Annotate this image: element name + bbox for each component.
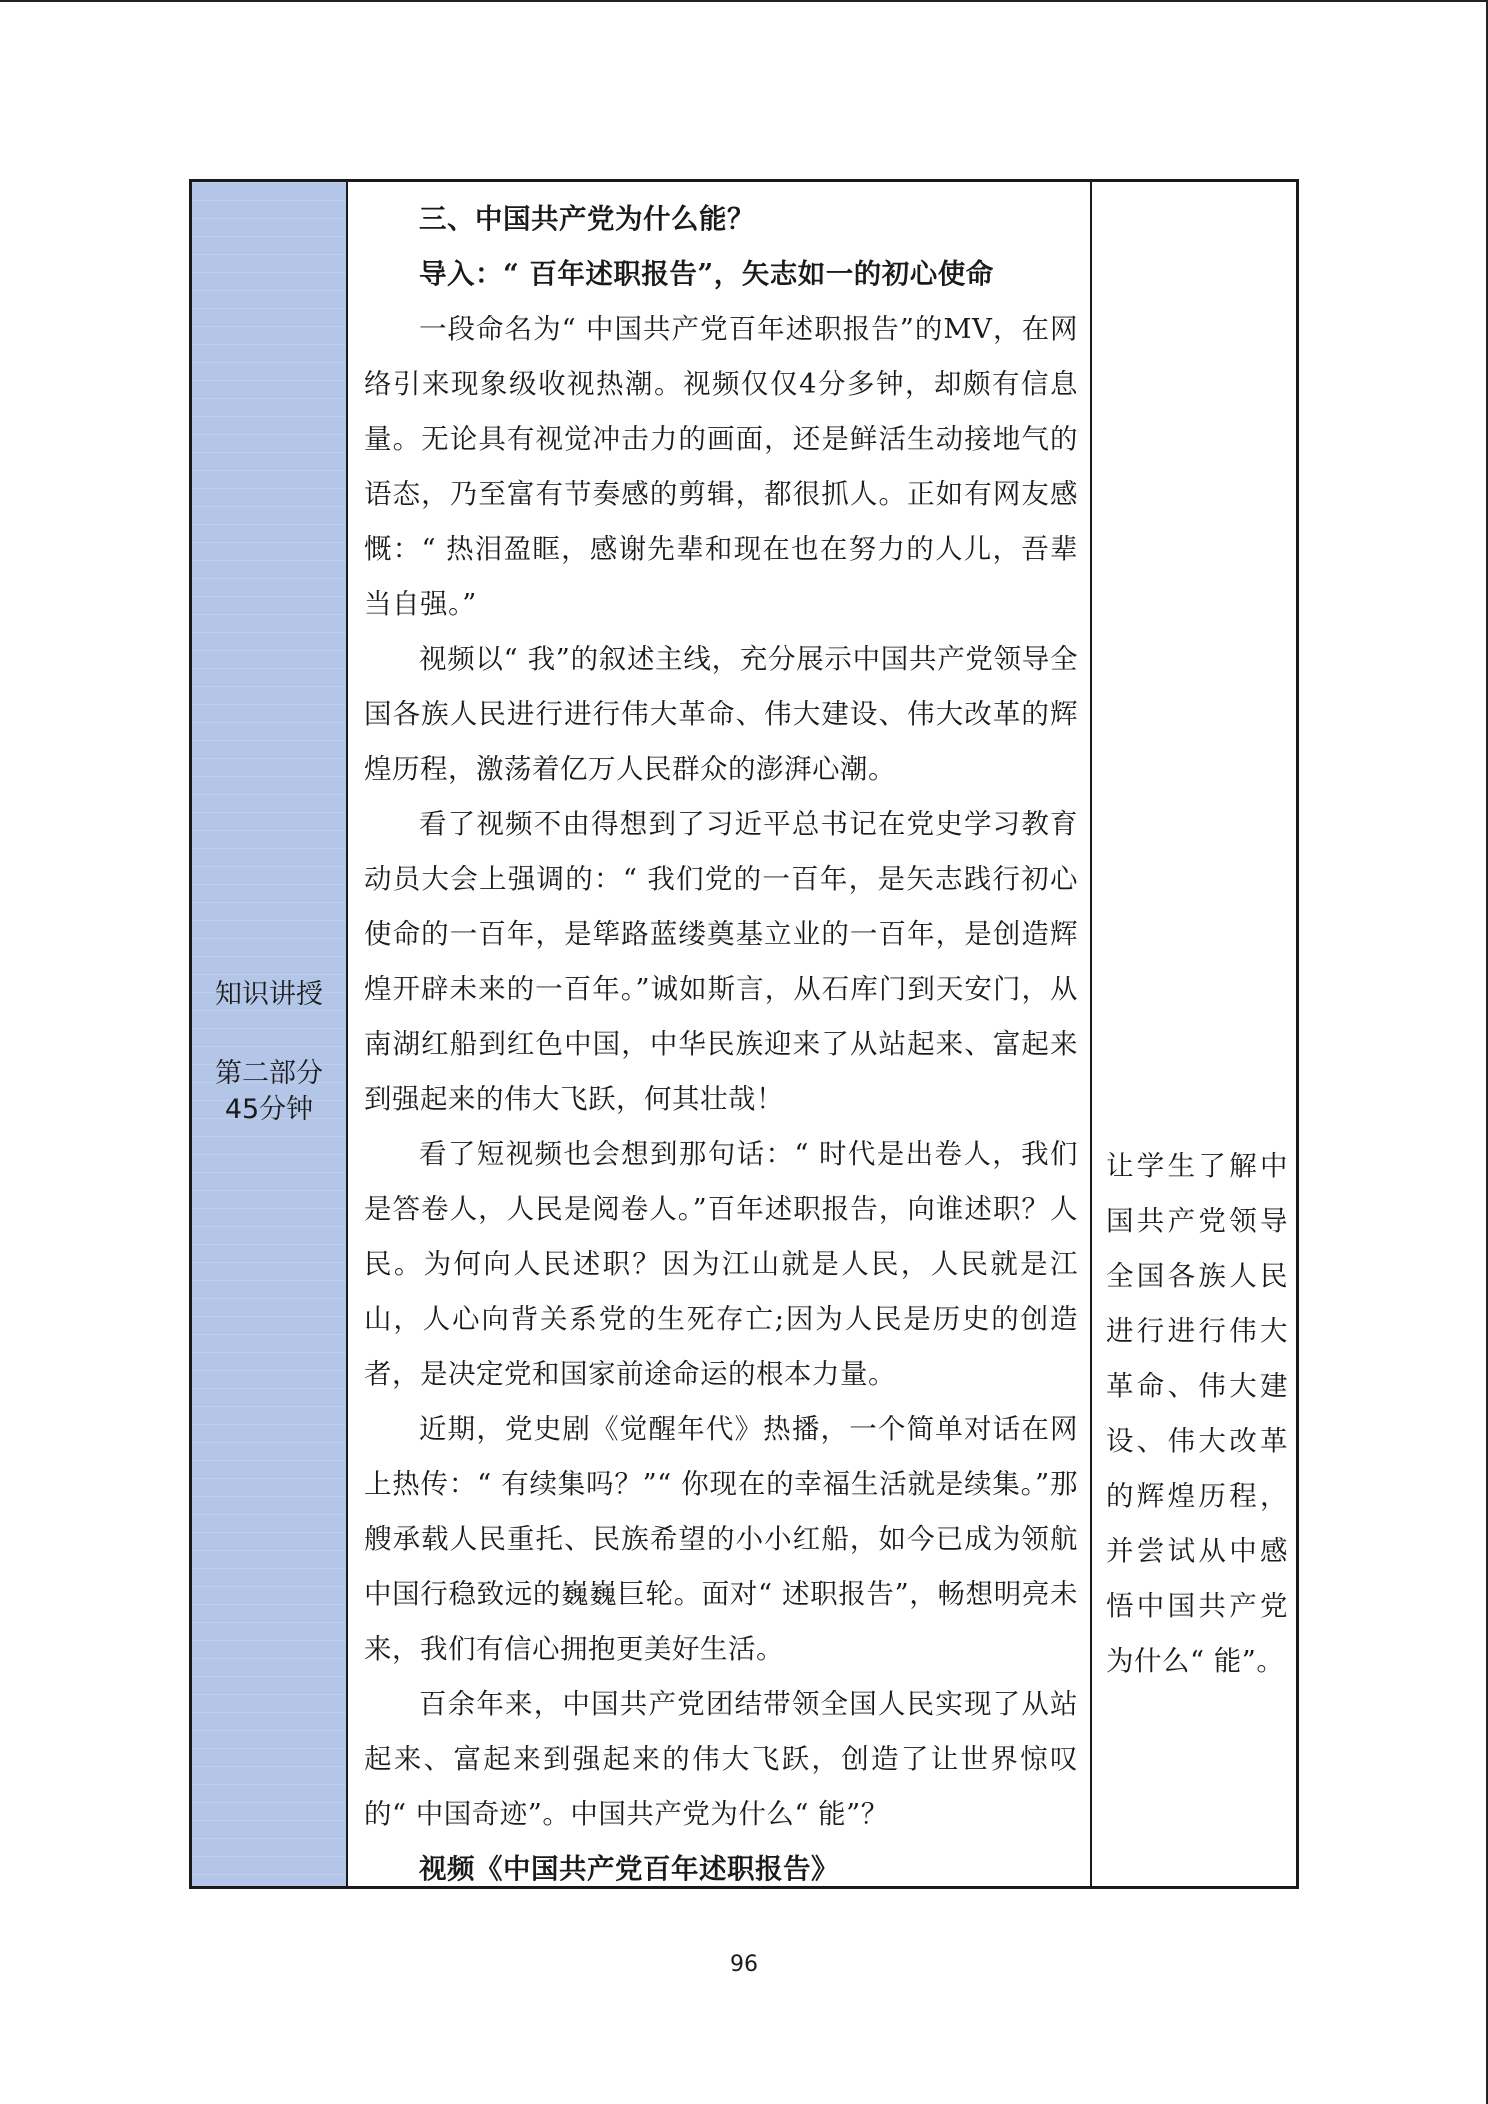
content-paragraph: 百余年来，中国共产党团结带领全国人民实现了从站起来、富起来到强起来的伟大飞跃，创造了让世界惊叹的“ 中国奇迹”。中国共产党为什么“ 能”？ xyxy=(364,1688,1078,1830)
page-top-border xyxy=(0,0,1488,2)
content-paragraph: 近期，党史剧《觉醒年代》热播，一个简单对话在网上热传：“ 有续集吗？”“ 你现在的幸福生活就是续集。”那艘承载人民重托、民族希望的小小红船，如今已成为领航中国行稳致远的巍巍巨轮。面对“ 述职报告”，畅想明亮未来，我们有信心拥抱更美好生活。 xyxy=(364,1413,1078,1665)
content-paragraph: 一段命名为“ 中国共产党百年述职报告”的MV，在网络引来现象级收视热潮。视频仅仅4分多钟，却颇有信息量。无论具有视觉冲击力的画面，还是鲜活生动接地气的语态，乃至富有节奏感的剪辑，都很抓人。正如有网友感慨：“ 热泪盈眶，感谢先辈和现在也在努力的人儿，吾辈当自强。” xyxy=(364,313,1078,620)
goal-column xyxy=(1092,182,1296,1886)
lesson-plan-table xyxy=(189,179,1299,1889)
content-paragraph: 看了短视频也会想到那句话：“ 时代是出卷人，我们是答卷人，人民是阅卷人。”百年述职报告，向谁述职？人民。为何向人民述职？因为江山就是人民，人民就是江山，人心向背关系党的生死存亡;因为人民是历史的创造者，是决定党和国家前途命运的根本力量。 xyxy=(364,1138,1078,1390)
content-heading: 三、中国共产党为什么能？ xyxy=(419,203,755,235)
section-label-title: 知识讲授 xyxy=(215,979,323,1010)
content-paragraph: 视频以“ 我”的叙述主线，充分展示中国共产党领导全国各族人民进行进行伟大革命、伟大建设、伟大改革的辉煌历程，激荡着亿万人民群众的澎湃心潮。 xyxy=(364,643,1078,785)
content-paragraph: 看了视频不由得想到了习近平总书记在党史学习教育动员大会上强调的：“ 我们党的一百年，是矢志践行初心使命的一百年，是筚路蓝缕奠基立业的一百年，是创造辉煌开辟未来的一百年。”诚如斯言，从石库门到天安门，从南湖红船到红色中国，中华民族迎来了从站起来、富起来到强起来的伟大飞跃，何其壮哉！ xyxy=(364,808,1078,1115)
section-label-part: 第二部分 xyxy=(215,1058,323,1089)
page-number: 96 xyxy=(730,1952,758,1977)
content-column xyxy=(348,182,1092,1886)
intro-title: 导入：“ 百年述职报告”，矢志如一的初心使命 xyxy=(419,258,994,290)
video-title: 视频《中国共产党百年述职报告》 xyxy=(419,1853,839,1885)
section-label-duration: 45分钟 xyxy=(224,1094,314,1125)
section-column xyxy=(192,182,348,1886)
teaching-goal-text: 让学生了解中国共产党领导全国各族人民进行进行伟大革命、伟大建设、伟大改革的辉煌历程，并尝试从中感悟中国共产党为什么“ 能”。 xyxy=(1106,1150,1288,1677)
